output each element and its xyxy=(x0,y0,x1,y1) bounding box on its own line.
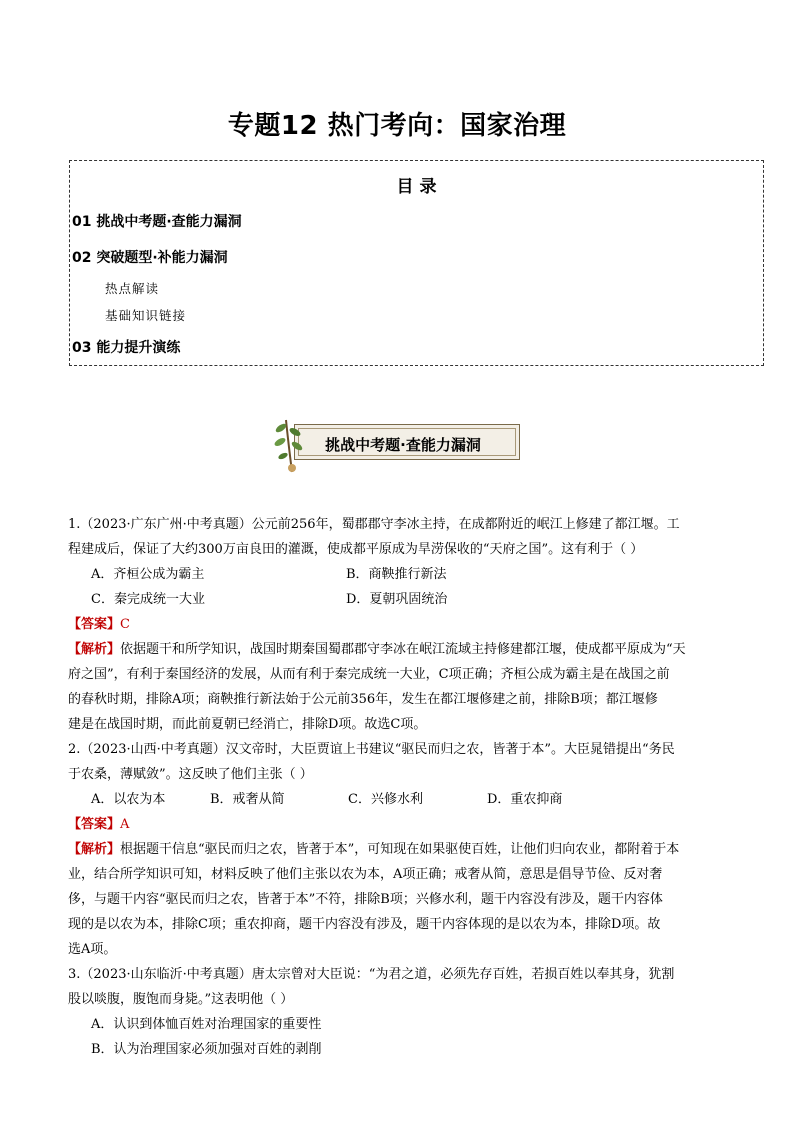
q1-analysis-line2: 府之国”，有利于秦国经济的发展，从而有利于秦完成统一大业，C项正确；齐桓公成为霸主是在战国之前 xyxy=(68,667,670,682)
q1-option-a[interactable]: A．齐桓公成为霸主 xyxy=(91,567,205,582)
toc-item-02[interactable]: 02 突破题型·补能力漏洞 xyxy=(72,250,228,266)
banner-title: 挑战中考题·查能力漏洞 xyxy=(325,435,481,454)
q2-stem-line1: 2.（2023·山西·中考真题）汉文帝时，大臣贾谊上书建议“驱民而归之农，皆著于本”。大臣晁错提出“务民 xyxy=(68,742,675,757)
q2-analysis-line2: 业，结合所学知识可知，材料反映了他们主张以农为本，A项正确；戒奢从简，意思是倡导节俭、反对奢 xyxy=(68,867,663,882)
q3-stem-line1: 3.（2023·山东临沂·中考真题）唐太宗曾对大臣说：“为君之道，必须先存百姓，若损百姓以奉其身，犹割 xyxy=(68,967,675,982)
q1-answer-value: C xyxy=(120,617,130,632)
section-banner xyxy=(272,416,522,472)
q1-stem-line1: 1.（2023·广东广州·中考真题）公元前256年，蜀郡郡守李冰主持，在成都附近的岷江上修建了都江堰。工 xyxy=(68,517,680,532)
q2-answer-label: 【答案】 xyxy=(68,817,121,832)
q1-analysis-label: 【解析】 xyxy=(68,642,121,657)
q2-analysis-line5: 选A项。 xyxy=(68,942,117,957)
q3-option-b[interactable]: B．认为治理国家必须加强对百姓的剥削 xyxy=(91,1042,322,1057)
q1-analysis-line1 xyxy=(68,637,686,662)
q1-option-d[interactable]: D．夏朝巩固统治 xyxy=(346,592,448,607)
leaf-branch-icon xyxy=(272,416,312,474)
q1-answer xyxy=(68,612,130,637)
q1-stem-line2: 程建成后，保证了大约300万亩良田的灌溉，使成都平原成为旱涝保收的“天府之国”。这有利于（ ） xyxy=(68,542,644,557)
q2-analysis-line3: 侈，与题干内容“驱民而归之农，皆著于本”不符，排除B项；兴修水利，题干内容没有涉及，题干内容体 xyxy=(68,892,663,907)
toc-item-01[interactable]: 01 挑战中考题·查能力漏洞 xyxy=(72,214,242,230)
q2-analysis-text1: 根据题干信息“驱民而归之农，皆著于本”，可知现在如果驱使百姓，让他们归向农业，都附着于本 xyxy=(120,842,680,857)
toc-item-03[interactable]: 03 能力提升演练 xyxy=(72,340,181,356)
table-of-contents xyxy=(69,160,764,366)
q2-answer-value: A xyxy=(120,817,130,832)
q2-analysis-line4: 现的是以农为本，排除C项；重农抑商，题干内容没有涉及，题干内容体现的是以农为本，排除D项。故 xyxy=(68,917,661,932)
q2-analysis-line1 xyxy=(68,837,679,862)
q2-answer xyxy=(68,812,129,837)
q1-option-b[interactable]: B．商鞅推行新法 xyxy=(346,567,447,582)
q1-analysis-line4: 建是在战国时期，而此前夏朝已经消亡，排除D项。故选C项。 xyxy=(68,717,427,732)
toc-heading: 目 录 xyxy=(396,177,437,197)
q3-stem-line2: 股以啖腹，腹饱而身毙。”这表明他（ ） xyxy=(68,992,294,1007)
q1-analysis-text1: 依据题干和所学知识，战国时期秦国蜀郡郡守李冰在岷江流域主持修建都江堰，使成都平原成为“天 xyxy=(120,642,686,657)
q3-option-a[interactable]: A．认识到体恤百姓对治理国家的重要性 xyxy=(91,1017,322,1032)
q2-analysis-label: 【解析】 xyxy=(68,842,121,857)
q2-option-a[interactable]: A．以农为本 xyxy=(91,792,166,807)
q1-analysis-line3: 的春秋时期，排除A项；商鞅推行新法始于公元前356年，发生在都江堰修建之前，排除B项；都江堰修 xyxy=(68,692,658,707)
toc-subitem-basics[interactable]: 基础知识链接 xyxy=(105,308,187,323)
q1-answer-label: 【答案】 xyxy=(68,617,121,632)
page-title: 专题12 热门考向：国家治理 xyxy=(227,111,567,141)
q2-stem-line2: 于农桑，薄赋敛”。这反映了他们主张（ ） xyxy=(68,767,313,782)
toc-subitem-hotspot[interactable]: 热点解读 xyxy=(105,281,160,296)
q2-option-c[interactable]: C．兴修水利 xyxy=(348,792,423,807)
q2-option-d[interactable]: D．重农抑商 xyxy=(487,792,563,807)
q2-option-b[interactable]: B．戒奢从简 xyxy=(210,792,285,807)
q1-option-c[interactable]: C．秦完成统一大业 xyxy=(91,592,205,607)
